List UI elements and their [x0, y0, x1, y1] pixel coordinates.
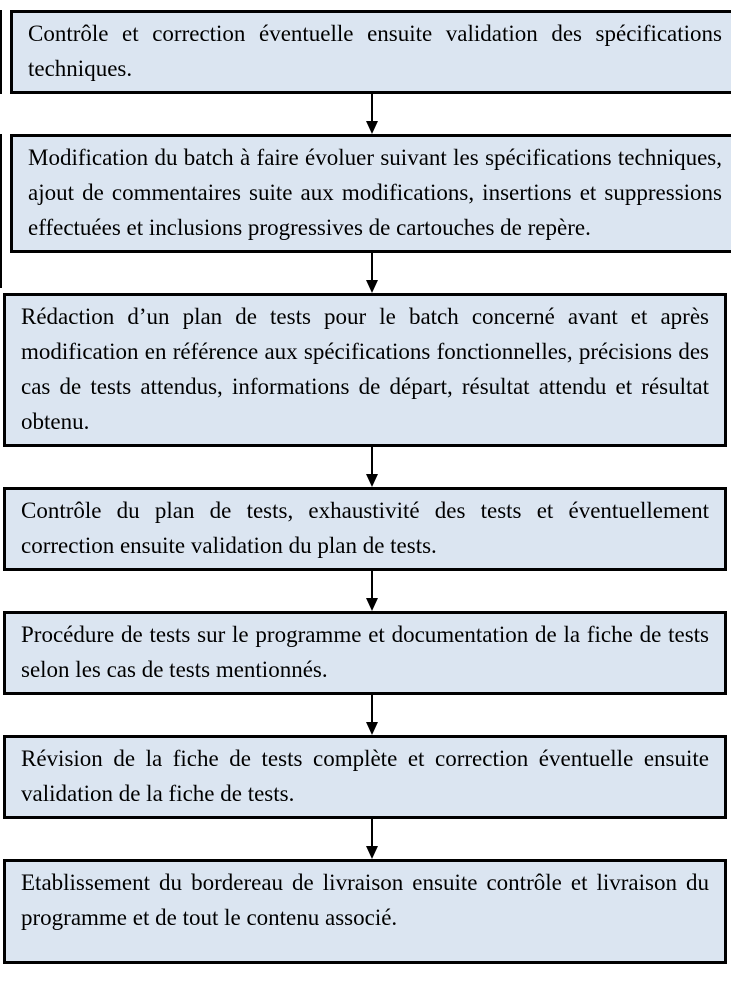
flow-step-6-text: Révision de la fiche de tests complète et correction éventuelle ensuite validation de la fiche de tests.: [21, 746, 709, 806]
arrow-line: [371, 819, 373, 846]
flow-step-3: [3, 293, 727, 447]
flow-step-5: [3, 611, 727, 695]
flow-connector-1: [6, 94, 731, 134]
flow-step-2-text: Modification du batch à faire évoluer suivant les spécifications techniques, ajout de commentaires suite aux modifications, insertions et suppressions effectuées et inclusions progressives de cartouches de repère.: [28, 145, 722, 240]
flow-connector-6: [6, 819, 731, 859]
flow-step-1: [10, 10, 731, 94]
flow-connector-2: [6, 253, 731, 293]
flow-step-7-text: Etablissement du bordereau de livraison ensuite contrôle et livraison du programme et de tout le contenu associé.: [21, 870, 709, 930]
arrow-line: [371, 447, 373, 474]
crop-artifact-line: [0, 10, 2, 94]
flow-connector-4: [6, 571, 731, 611]
arrow-line: [371, 94, 373, 121]
arrow-down-icon: [366, 846, 378, 859]
arrow-down-icon: [366, 722, 378, 735]
flow-step-2: [10, 134, 731, 253]
flow-step-4: [3, 487, 727, 571]
flow-step-3-text: Rédaction d’un plan de tests pour le batch concerné avant et après modification en référence aux spécifications fonctionnelles, précisions des cas de tests attendus, informations de départ, résultat attendu et résultat obtenu.: [21, 304, 709, 434]
flow-step-7: [3, 859, 727, 964]
arrow-line: [371, 253, 373, 280]
crop-artifact-line: [0, 134, 2, 288]
flow-step-5-text: Procédure de tests sur le programme et documentation de la fiche de tests selon les cas de tests mentionnés.: [21, 622, 709, 682]
arrow-line: [371, 695, 373, 722]
arrow-down-icon: [366, 474, 378, 487]
arrow-down-icon: [366, 121, 378, 134]
arrow-down-icon: [366, 280, 378, 293]
flow-connector-5: [6, 695, 731, 735]
flow-step-4-text: Contrôle du plan de tests, exhaustivité des tests et éventuellement correction ensuite validation du plan de tests.: [21, 498, 709, 558]
flow-step-1-text: Contrôle et correction éventuelle ensuite validation des spécifications techniques.: [28, 21, 722, 81]
flow-connector-3: [6, 447, 731, 487]
flow-step-6: [3, 735, 727, 819]
arrow-down-icon: [366, 598, 378, 611]
arrow-line: [371, 571, 373, 598]
